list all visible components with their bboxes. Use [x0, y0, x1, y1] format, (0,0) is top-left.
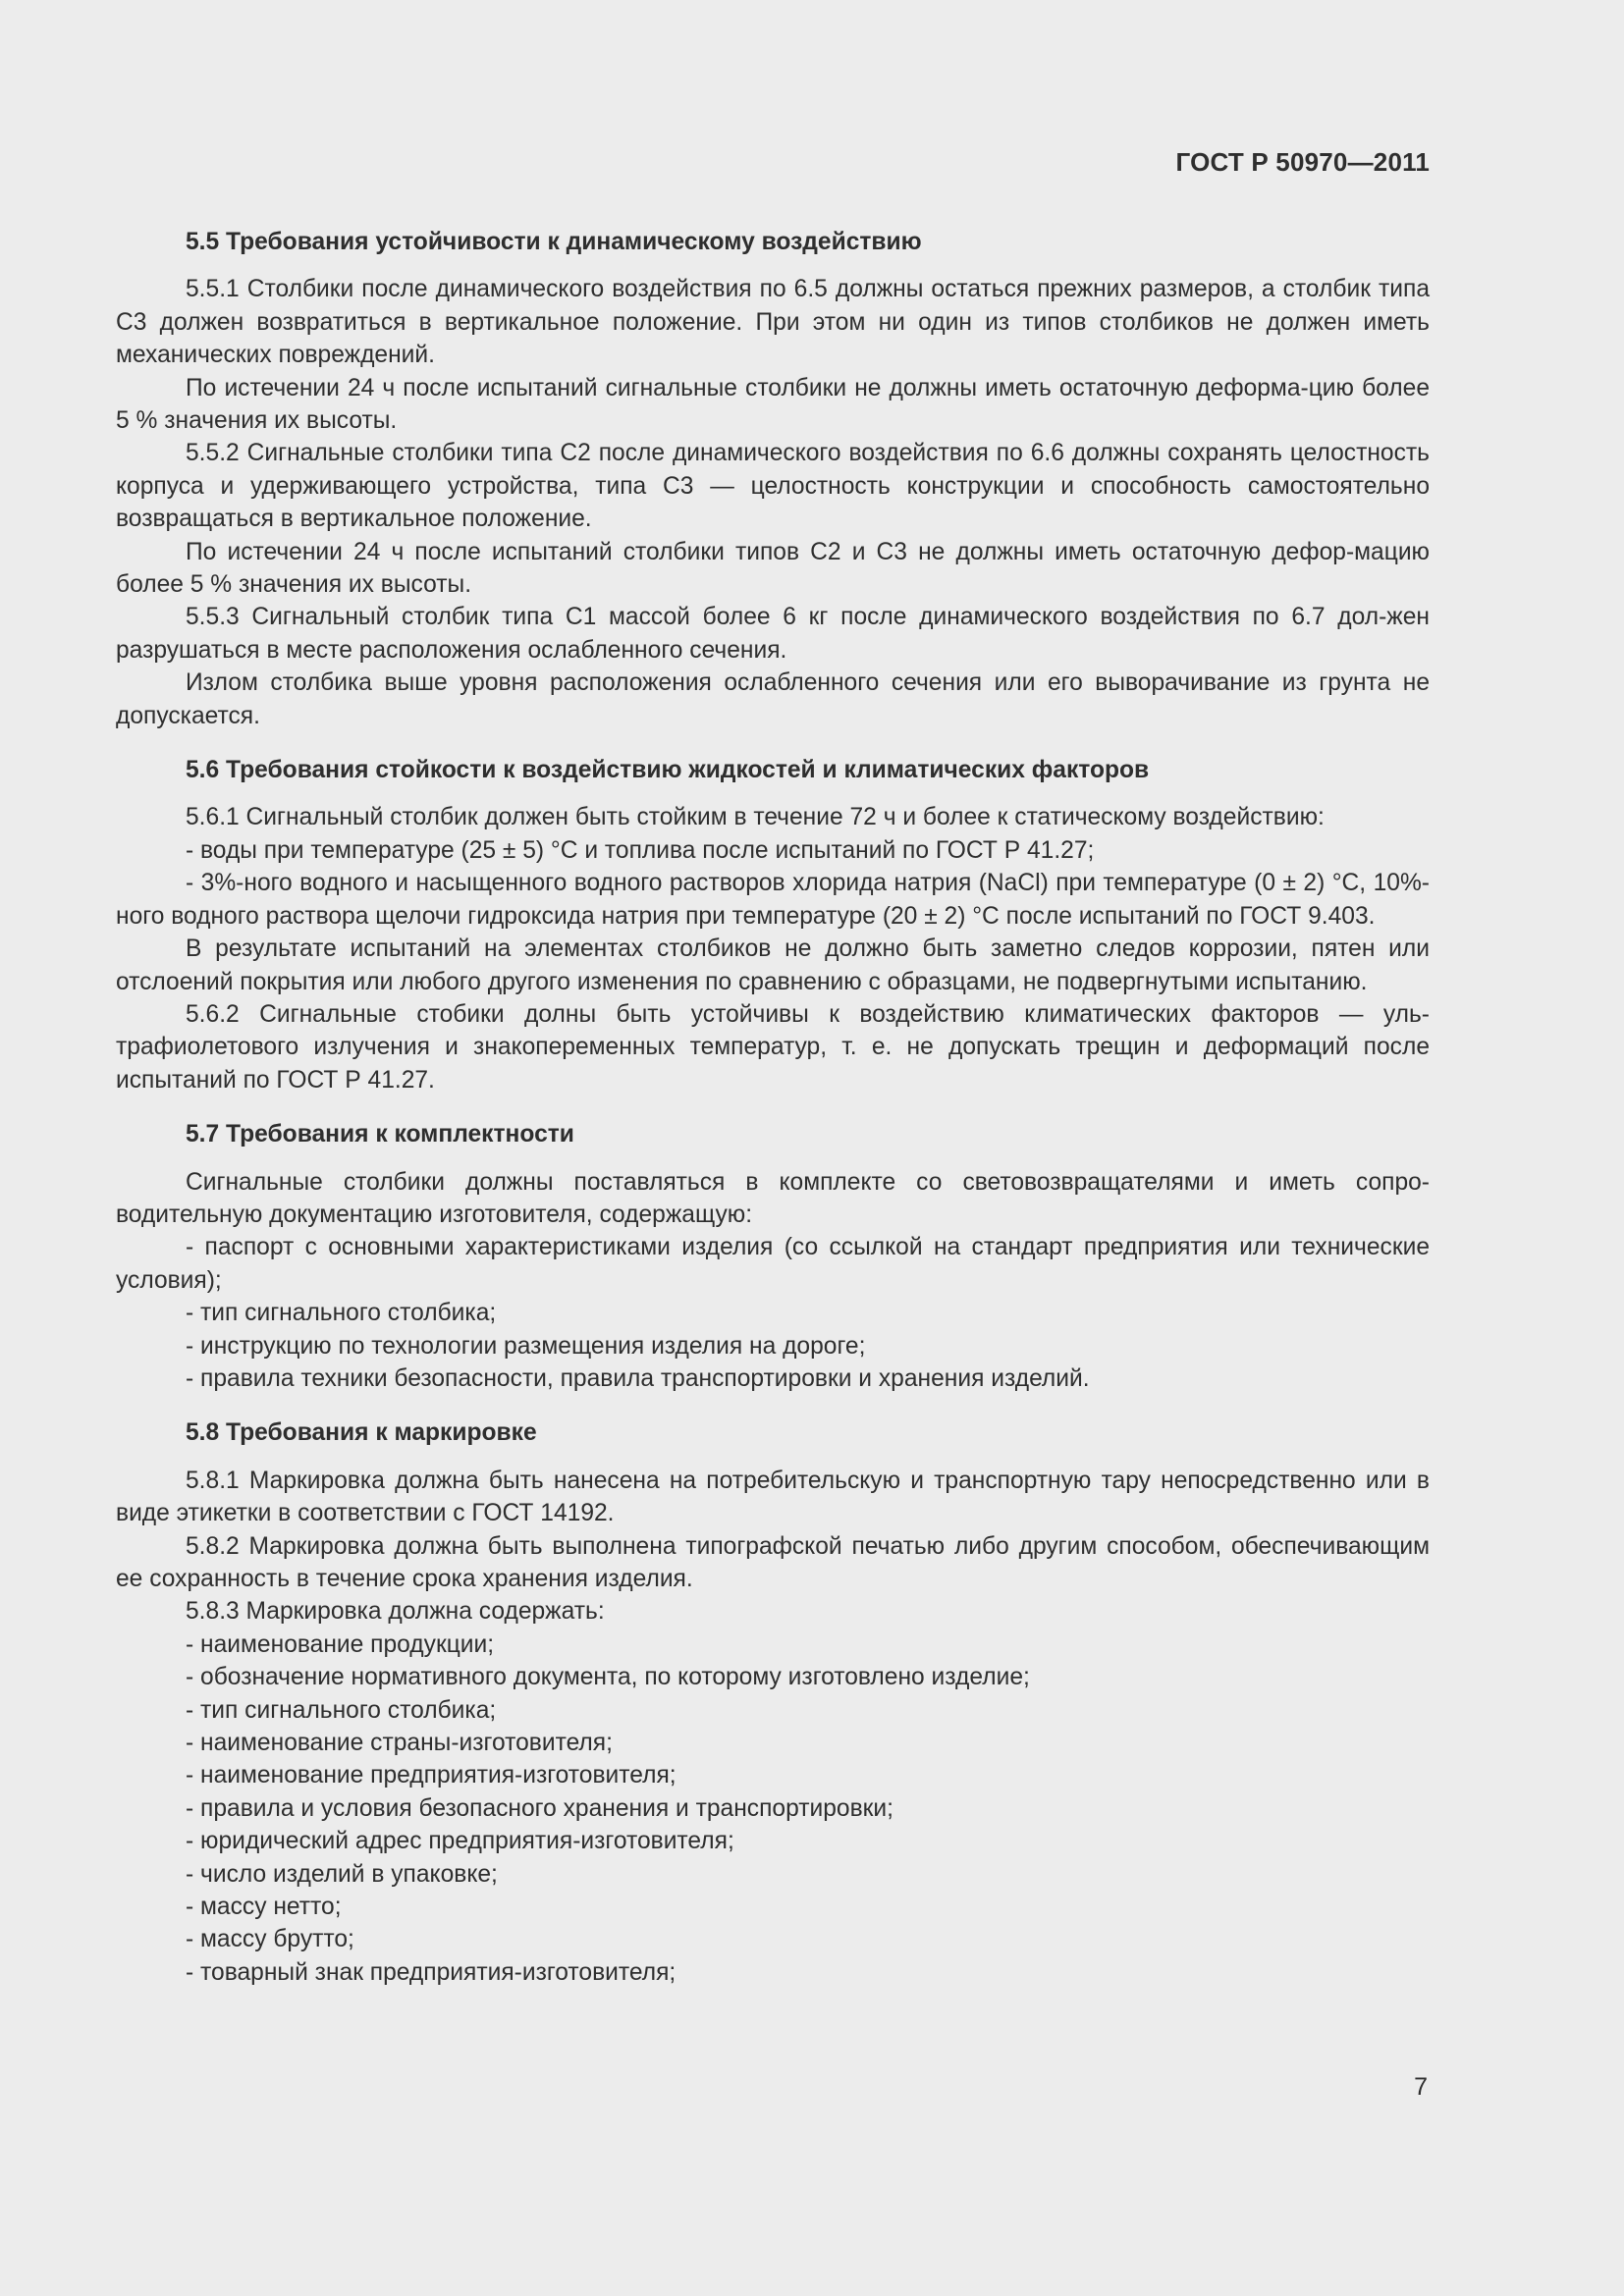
list-item: - правила и условия безопасного хранения и транспортировки;: [186, 1794, 893, 1822]
list-item: - инструкцию по технологии размещения изделия на дороге;: [186, 1332, 866, 1360]
paragraph-5-5-2: 5.5.2 Сигнальные столбики типа С2 после динамического воздействия по 6.6 должны сохранять целостность корпуса и удерживающего устройства, типа С3 — целостность конструкции и способность самостоятельно возвращаться в вертикальное положение.: [116, 440, 1430, 533]
paragraph: Сигнальные столбики должны поставляться в комплекте со световозвращателями и иметь сопро-водительную документацию изготовителя, содержащую:: [116, 1168, 1430, 1228]
document-code: ГОСТ Р 50970—2011: [1175, 147, 1430, 177]
list-item: - тип сигнального столбика;: [186, 1300, 497, 1327]
paragraph: По истечении 24 ч после испытаний сигнальные столбики не должны иметь остаточную деформа-цию более 5 % значения их высоты.: [116, 374, 1430, 435]
list-item: - товарный знак предприятия-изготовителя;: [186, 1958, 677, 1986]
list-item: - воды при температуре (25 ± 5) °С и топлива после испытаний по ГОСТ Р 41.27;: [186, 836, 1095, 864]
paragraph: Излом столбика выше уровня расположения ослабленного сечения или его выворачивание из грунта не допускается.: [116, 669, 1430, 729]
section-heading-5-7: 5.7 Требования к комплектности: [186, 1121, 574, 1148]
list-item: - юридический адрес предприятия-изготовителя;: [186, 1828, 734, 1855]
section-heading-5-8: 5.8 Требования к маркировке: [186, 1419, 537, 1447]
list-item: - наименование страны-изготовителя;: [186, 1730, 613, 1756]
list-item: - тип сигнального столбика;: [186, 1696, 497, 1724]
document-body: [116, 226, 1430, 1989]
list-item: - массу брутто;: [186, 1926, 354, 1953]
section-heading-5-6: 5.6 Требования стойкости к воздействию жидкостей и климатических факторов: [186, 757, 1150, 784]
paragraph: По истечении 24 ч после испытаний столбики типов С2 и С3 не должны иметь остаточную дефор-мацию более 5 % значения их высоты.: [116, 538, 1430, 599]
paragraph-5-8-3: 5.8.3 Маркировка должна содержать:: [186, 1598, 605, 1626]
list-item: - наименование предприятия-изготовителя;: [186, 1762, 677, 1789]
paragraph-5-6-1: 5.6.1 Сигнальный столбик должен быть стойким в течение 72 ч и более к статическому воздействию:: [186, 804, 1325, 831]
paragraph-5-5-3: 5.5.3 Сигнальный столбик типа С1 массой более 6 кг после динамического воздействия по 6.7 дол-жен разрушаться в месте расположения ослабленного сечения.: [116, 604, 1430, 664]
paragraph-5-6-2: 5.6.2 Сигнальные стобики долны быть устойчивы к воздействию климатических факторов — уль-трафиолетового излучения и знакопеременных температур, т. е. не допускать трещин и деформаций после испытаний по ГОСТ Р 41.27.: [116, 1000, 1430, 1094]
paragraph-5-5-1: 5.5.1 Столбики после динамического воздействия по 6.5 должны остаться прежних размеров, а столбик типа С3 должен возвратиться в вертикальное положение. При этом ни один из типов столбиков не должен иметь механических повреждений.: [116, 276, 1430, 369]
page-number: 7: [1414, 2073, 1428, 2101]
list-item: - число изделий в упаковке;: [186, 1860, 498, 1888]
list-item: - обозначение нормативного документа, по которому изготовлено изделие;: [186, 1664, 1030, 1691]
list-item: - массу нетто;: [186, 1894, 342, 1921]
section-heading-5-5: 5.5 Требования устойчивости к динамическому воздействию: [186, 229, 922, 255]
list-item: - 3%-ного водного и насыщенного водного растворов хлорида натрия (NaCl) при температуре (0 ± 2) °С, 10%-ного водного раствора щелочи гидроксида натрия при температуре (20 ± 2) °С после испытаний по ГОСТ 9.403.: [116, 870, 1430, 930]
list-item: - паспорт с основными характеристиками изделия (со ссылкой на стандарт предприятия или технические условия);: [116, 1234, 1430, 1294]
paragraph-5-8-1: 5.8.1 Маркировка должна быть нанесена на потребительскую и транспортную тару непосредственно или в виде этикетки в соответствии с ГОСТ 14192.: [116, 1467, 1430, 1527]
list-item: - наименование продукции;: [186, 1630, 495, 1658]
paragraph: В результате испытаний на элементах столбиков не должно быть заметно следов коррозии, пятен или отслоений покрытия или любого другого изменения по сравнению с образцами, не подвергнутыми испытанию.: [116, 935, 1430, 995]
paragraph-5-8-2: 5.8.2 Маркировка должна быть выполнена типографской печатью либо другим способом, обеспечивающим ее сохранность в течение срока хранения изделия.: [116, 1532, 1430, 1592]
list-item: - правила техники безопасности, правила транспортировки и хранения изделий.: [186, 1364, 1090, 1392]
